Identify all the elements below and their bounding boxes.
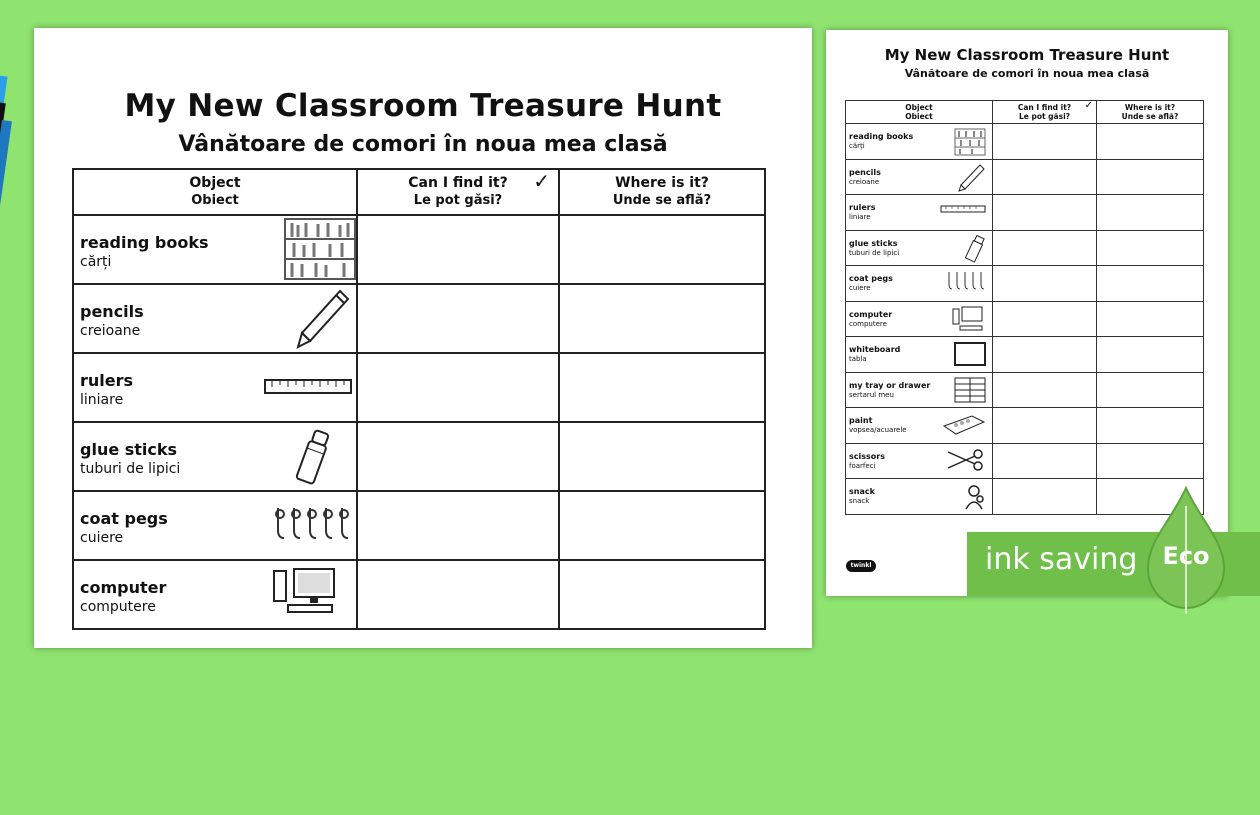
preview-find-cell[interactable] — [993, 159, 1097, 195]
snack-icon — [962, 483, 986, 511]
preview-where-cell[interactable] — [1097, 301, 1204, 337]
preview-where-cell[interactable] — [1097, 230, 1204, 266]
header-find-ro: Le pot găsi? — [413, 193, 503, 208]
preview-object-cell — [846, 337, 993, 373]
object-name-en: glue sticks — [80, 440, 178, 459]
glue-stick-icon — [294, 429, 334, 487]
preview-object-cell — [846, 230, 993, 266]
preview-find-cell[interactable] — [993, 443, 1097, 479]
header-where — [559, 169, 765, 215]
preview-object-ro: cuiere — [849, 284, 871, 292]
preview-object-cell — [846, 195, 993, 231]
preview-find-cell[interactable] — [993, 408, 1097, 444]
ruler-icon — [264, 378, 352, 396]
preview-object-ro: computere — [849, 319, 887, 328]
find-cell[interactable] — [357, 284, 559, 353]
preview-row — [846, 301, 1204, 337]
preview-where-cell[interactable] — [1097, 195, 1204, 231]
preview-row — [846, 408, 1204, 444]
where-cell[interactable] — [559, 560, 765, 629]
object-name-ro: tuburi de lipici — [80, 461, 181, 477]
preview-object-en: my tray or drawer — [849, 380, 931, 390]
bookshelf-icon — [284, 218, 356, 280]
preview-object-en: scissors — [849, 451, 885, 461]
preview-where-cell[interactable] — [1097, 337, 1204, 373]
preview-header-find — [993, 101, 1097, 124]
scissors-icon — [946, 448, 986, 472]
where-cell[interactable] — [559, 422, 765, 491]
preview-where-cell[interactable] — [1097, 266, 1204, 302]
table-row — [73, 215, 765, 284]
where-cell[interactable] — [559, 491, 765, 560]
header-where-ro: Unde se află? — [612, 193, 712, 208]
coat-pegs-icon — [946, 270, 986, 294]
find-cell[interactable] — [357, 353, 559, 422]
object-name-ro: cuiere — [80, 530, 124, 546]
header-object-en: Object — [189, 175, 241, 191]
pencil-icon — [296, 289, 352, 349]
preview-find-cell[interactable] — [993, 266, 1097, 302]
header-where-en: Where is it? — [615, 175, 709, 191]
preview-object-cell — [846, 408, 993, 444]
object-name-en: computer — [80, 578, 167, 597]
preview-object-ro: tabla — [849, 355, 867, 363]
checkmark-icon: ✓ — [1084, 100, 1093, 111]
preview-header-where — [1097, 101, 1204, 124]
object-cell — [73, 491, 357, 560]
preview-find-cell[interactable] — [993, 195, 1097, 231]
header-find-en: Can I find it? — [408, 175, 508, 191]
pencil-icon — [958, 164, 986, 192]
object-name-ro: creioane — [80, 323, 141, 339]
preview-object-en: pencils — [849, 167, 881, 177]
preview-object-ro: foarfeci — [849, 461, 876, 470]
whiteboard-icon — [954, 341, 986, 367]
preview-object-en: paint — [849, 416, 873, 425]
object-name-ro: computere — [80, 599, 156, 615]
preview-where-cell[interactable] — [1097, 372, 1204, 408]
preview-row — [846, 195, 1204, 231]
preview-header-object — [846, 101, 993, 124]
preview-object-ro: snack — [849, 497, 870, 505]
preview-where-cell[interactable] — [1097, 124, 1204, 160]
preview-object-cell — [846, 159, 993, 195]
where-cell[interactable] — [559, 353, 765, 422]
preview-object-en: coat pegs — [849, 274, 893, 283]
preview-object-ro: vopsea/acuarele — [849, 426, 907, 434]
where-cell[interactable] — [559, 284, 765, 353]
preview-table — [845, 100, 1204, 515]
find-cell[interactable] — [357, 491, 559, 560]
ruler-icon — [940, 199, 986, 219]
table-row — [73, 422, 765, 491]
preview-object-en: glue sticks — [849, 238, 898, 248]
preview-find-cell[interactable] — [993, 124, 1097, 160]
ink-saving-label: ink saving — [985, 542, 1138, 577]
object-name-en: coat pegs — [80, 509, 168, 528]
preview-find-cell[interactable] — [993, 301, 1097, 337]
object-cell — [73, 422, 357, 491]
object-name-ro: liniare — [80, 392, 124, 408]
eco-label: Eco — [1162, 542, 1210, 570]
worksheet-main — [34, 28, 812, 648]
preview-header-object-en: Object — [905, 103, 933, 112]
preview-row — [846, 266, 1204, 302]
header-object — [73, 169, 357, 215]
object-cell — [73, 353, 357, 422]
preview-object-en: computer — [849, 309, 893, 319]
preview-object-cell — [846, 372, 993, 408]
preview-find-cell[interactable] — [993, 337, 1097, 373]
preview-header-row — [846, 101, 1204, 124]
preview-object-en: snack — [849, 487, 875, 496]
object-name-ro: cărți — [80, 254, 112, 270]
preview-row — [846, 159, 1204, 195]
table-row — [73, 284, 765, 353]
object-name-en: pencils — [80, 302, 144, 321]
find-cell[interactable] — [357, 422, 559, 491]
eco-badge — [1146, 486, 1226, 620]
table-row — [73, 560, 765, 629]
treasure-hunt-table — [72, 168, 766, 630]
preview-where-cell[interactable] — [1097, 443, 1204, 479]
decor-stripe-dark-blue — [0, 120, 12, 815]
preview-where-cell[interactable] — [1097, 408, 1204, 444]
header-find — [357, 169, 559, 215]
preview-row — [846, 124, 1204, 160]
preview-row — [846, 443, 1204, 479]
computer-icon — [272, 567, 342, 615]
object-cell — [73, 560, 357, 629]
preview-header-find-ro: Le pot găsi? — [1018, 112, 1070, 121]
header-object-ro: Obiect — [191, 193, 239, 208]
preview-object-en: reading books — [849, 132, 914, 141]
preview-find-cell[interactable] — [993, 372, 1097, 408]
preview-header-where-en: Where is it? — [1124, 103, 1176, 112]
worksheet-title: My New Classroom Treasure Hunt — [124, 88, 722, 124]
twinkl-logo: twinkl — [846, 560, 876, 572]
preview-find-cell[interactable] — [993, 230, 1097, 266]
preview-object-ro: creioane — [849, 177, 880, 186]
find-cell[interactable] — [357, 215, 559, 284]
checkmark-icon: ✓ — [533, 169, 550, 193]
preview-subtitle: Vânătoare de comori în noua mea clasă — [904, 67, 1150, 80]
preview-header-find-en: Can I find it? — [1017, 103, 1072, 112]
preview-header-object-ro: Obiect — [905, 112, 933, 121]
preview-object-ro: cărți — [849, 142, 865, 150]
preview-header-where-ro: Unde se află? — [1121, 112, 1179, 121]
preview-object-en: rulers — [849, 203, 876, 212]
table-header-row — [73, 169, 765, 215]
preview-find-cell[interactable] — [993, 479, 1097, 515]
coat-pegs-icon — [272, 504, 352, 544]
preview-object-cell — [846, 266, 993, 302]
paint-icon — [942, 412, 986, 436]
object-cell — [73, 284, 357, 353]
preview-row — [846, 337, 1204, 373]
object-name-en: reading books — [80, 233, 209, 252]
table-row — [73, 353, 765, 422]
preview-object-ro: tuburi de lipici — [849, 248, 900, 257]
preview-object-ro: sertarul meu — [849, 390, 894, 399]
preview-object-cell — [846, 443, 993, 479]
object-name-en: rulers — [80, 371, 134, 390]
tray-drawer-icon — [954, 377, 986, 403]
preview-object-en: whiteboard — [849, 345, 901, 354]
preview-object-cell — [846, 301, 993, 337]
computer-icon — [952, 306, 986, 332]
where-cell[interactable] — [559, 215, 765, 284]
bookshelf-icon — [954, 128, 986, 156]
preview-object-ro: liniare — [849, 213, 871, 221]
decor-stripe-black — [0, 100, 6, 797]
preview-object-cell — [846, 479, 993, 515]
preview-row — [846, 372, 1204, 408]
find-cell[interactable] — [357, 560, 559, 629]
preview-object-cell — [846, 124, 993, 160]
table-row — [73, 491, 765, 560]
glue-stick-icon — [964, 235, 986, 263]
preview-title: My New Classroom Treasure Hunt — [884, 46, 1170, 64]
preview-row — [846, 230, 1204, 266]
worksheet-subtitle: Vânătoare de comori în noua mea clasă — [178, 132, 668, 157]
preview-where-cell[interactable] — [1097, 159, 1204, 195]
object-cell — [73, 215, 357, 284]
